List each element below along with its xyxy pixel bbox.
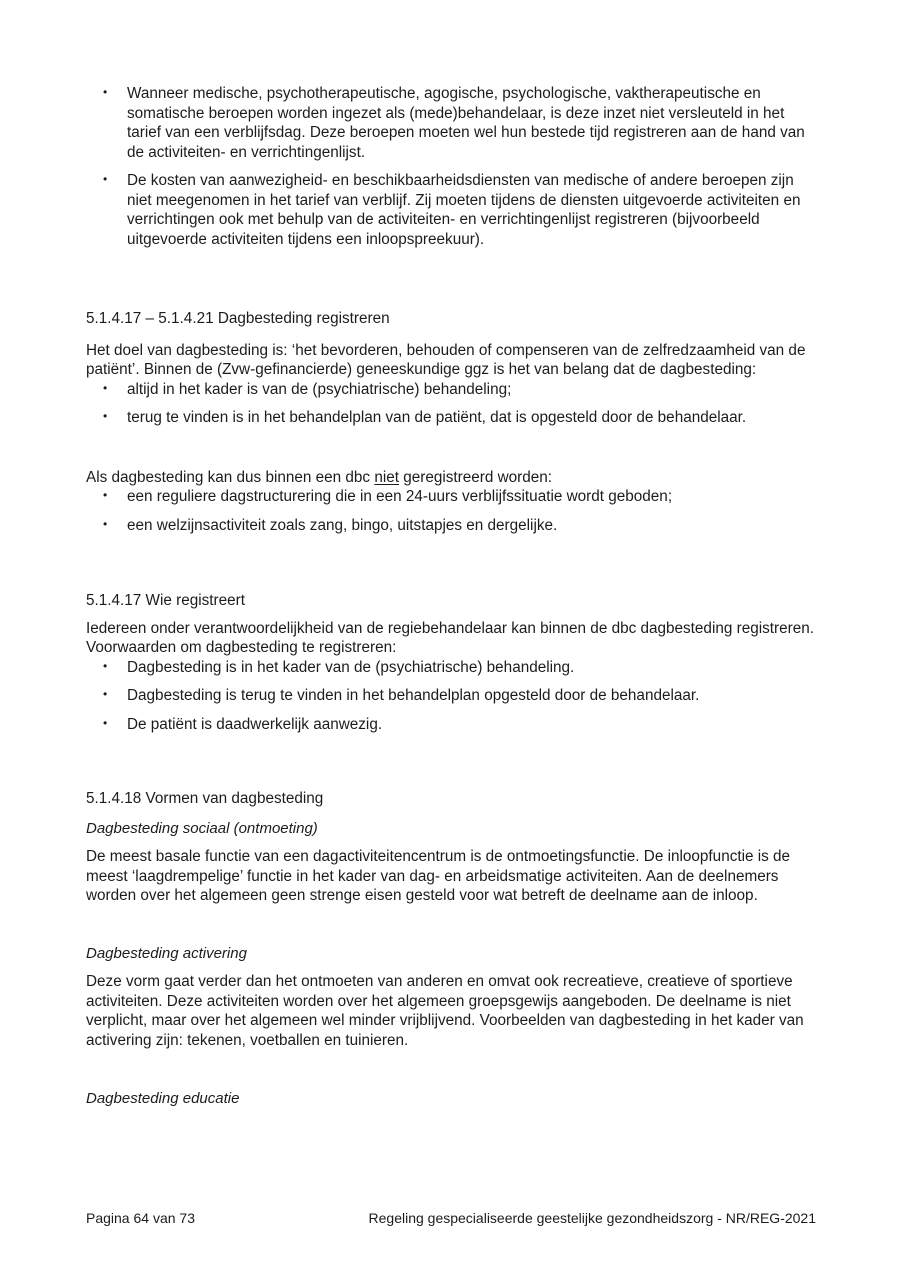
section-heading-wie-registreert: 5.1.4.17 Wie registreert [86,592,245,609]
text-segment: Als dagbesteding kan dus binnen een dbc [86,468,375,486]
list-item: • De patiënt is daadwerkelijk aanwezig. [86,715,820,735]
footer-document-title: Regeling gespecialiseerde geestelijke gezondheidszorg - NR/REG-2021 [368,1210,816,1226]
paragraph-dagbesteding-sociaal: De meest basale functie van een dagactiviteitencentrum is de ontmoetingsfunctie. De inloopfunctie is de meest ‘laagdrempelige’ functie in het kader van dag- en arbeidsmatige activiteiten. Aan de deelnemers worden over het algemeen geen strenge eisen gesteld voor wat betreft de deelname aan de inloop. [86,848,791,904]
page-footer [86,1209,816,1227]
list-item: • terug te vinden is in het behandelplan van de patiënt, dat is opgesteld door de behandelaar. [86,408,820,428]
list-item: • De kosten van aanwezigheid- en beschikbaarheidsdiensten van medische of andere beroepen zijn niet meegenomen in het tarief van verblijf. Zij moeten tijdens de diensten uitgevoerde activiteiten en verrichtingen ook met behulp van de activiteiten- en verrichtingenlijst registreren (bijvoorbeeld uitgevoerde activiteiten tijdens een inloopspreekuur). [86,171,820,249]
niet-geregistreerd-list [86,487,820,535]
list-item: • een welzijnsactiviteit zoals zang, bingo, uitstapjes en dergelijke. [86,516,820,536]
section-heading-vormen-van-dagbesteding: 5.1.4.18 Vormen van dagbesteding [86,790,324,807]
text-segment: geregistreerd worden: [398,468,553,486]
wie-registreert-voorwaarden-list [86,658,820,735]
paragraph-doel-dagbesteding: Het doel van dagbesteding is: ‘het bevorderen, behouden of compenseren van de zelfredzaamheid van de patiënt’. Binnen de (Zvw-gefinancierde) geneeskundige ggz is het van belang dat de dagbesteding: [86,341,806,378]
footer-page-number: Pagina 64 van 73 [86,1210,195,1226]
page-content [86,84,820,1109]
intro-bullet-list [86,84,820,249]
dagbesteding-voorwaarden-list [86,380,820,428]
list-item: • altijd in het kader is van de (psychiatrische) behandeling; [86,380,820,400]
subsection-title-dagbesteding-activering: Dagbesteding activering [86,944,247,962]
list-item: • een reguliere dagstructurering die in een 24-uurs verblijfssituatie wordt geboden; [86,487,820,507]
list-item: • Dagbesteding is in het kader van de (psychiatrische) behandeling. [86,658,820,678]
subsection-title-dagbesteding-educatie: Dagbesteding educatie [86,1090,240,1107]
paragraph-dagbesteding-activering: Deze vorm gaat verder dan het ontmoeten van anderen en omvat ook recreatieve, creatieve of sportieve activiteiten. Deze activiteiten worden over het algemeen groepsgewijs aangeboden. De deelname is niet verplicht, maar over het algemeen wel minder vrijblijvend. Voorbeelden van dagbesteding in het kader van activering zijn: tekenen, voetballen en tuinieren. [86,973,804,1049]
paragraph-niet-geregistreerd [86,468,820,488]
subsection-title-dagbesteding-sociaal: Dagbesteding sociaal (ontmoeting) [86,819,318,837]
underlined-word-niet: niet [374,468,399,486]
paragraph-wie-registreert: Iedereen onder verantwoordelijkheid van de regiebehandelaar kan binnen de dbc dagbesteding registreren. Voorwaarden om dagbesteding te registreren: [86,619,814,656]
section-heading-dagbesteding-registreren: 5.1.4.17 – 5.1.4.21 Dagbesteding registreren [86,310,390,327]
list-item: • Dagbesteding is terug te vinden in het behandelplan opgesteld door de behandelaar. [86,686,820,706]
list-item: • Wanneer medische, psychotherapeutische, agogische, psychologische, vaktherapeutische en somatische beroepen worden ingezet als (mede)behandelaar, is deze inzet niet versleuteld in het tarief van een verblijfsdag. Deze beroepen moeten wel hun bestede tijd registreren aan de hand van de activiteiten- en verrichtingenlijst. [86,84,820,162]
